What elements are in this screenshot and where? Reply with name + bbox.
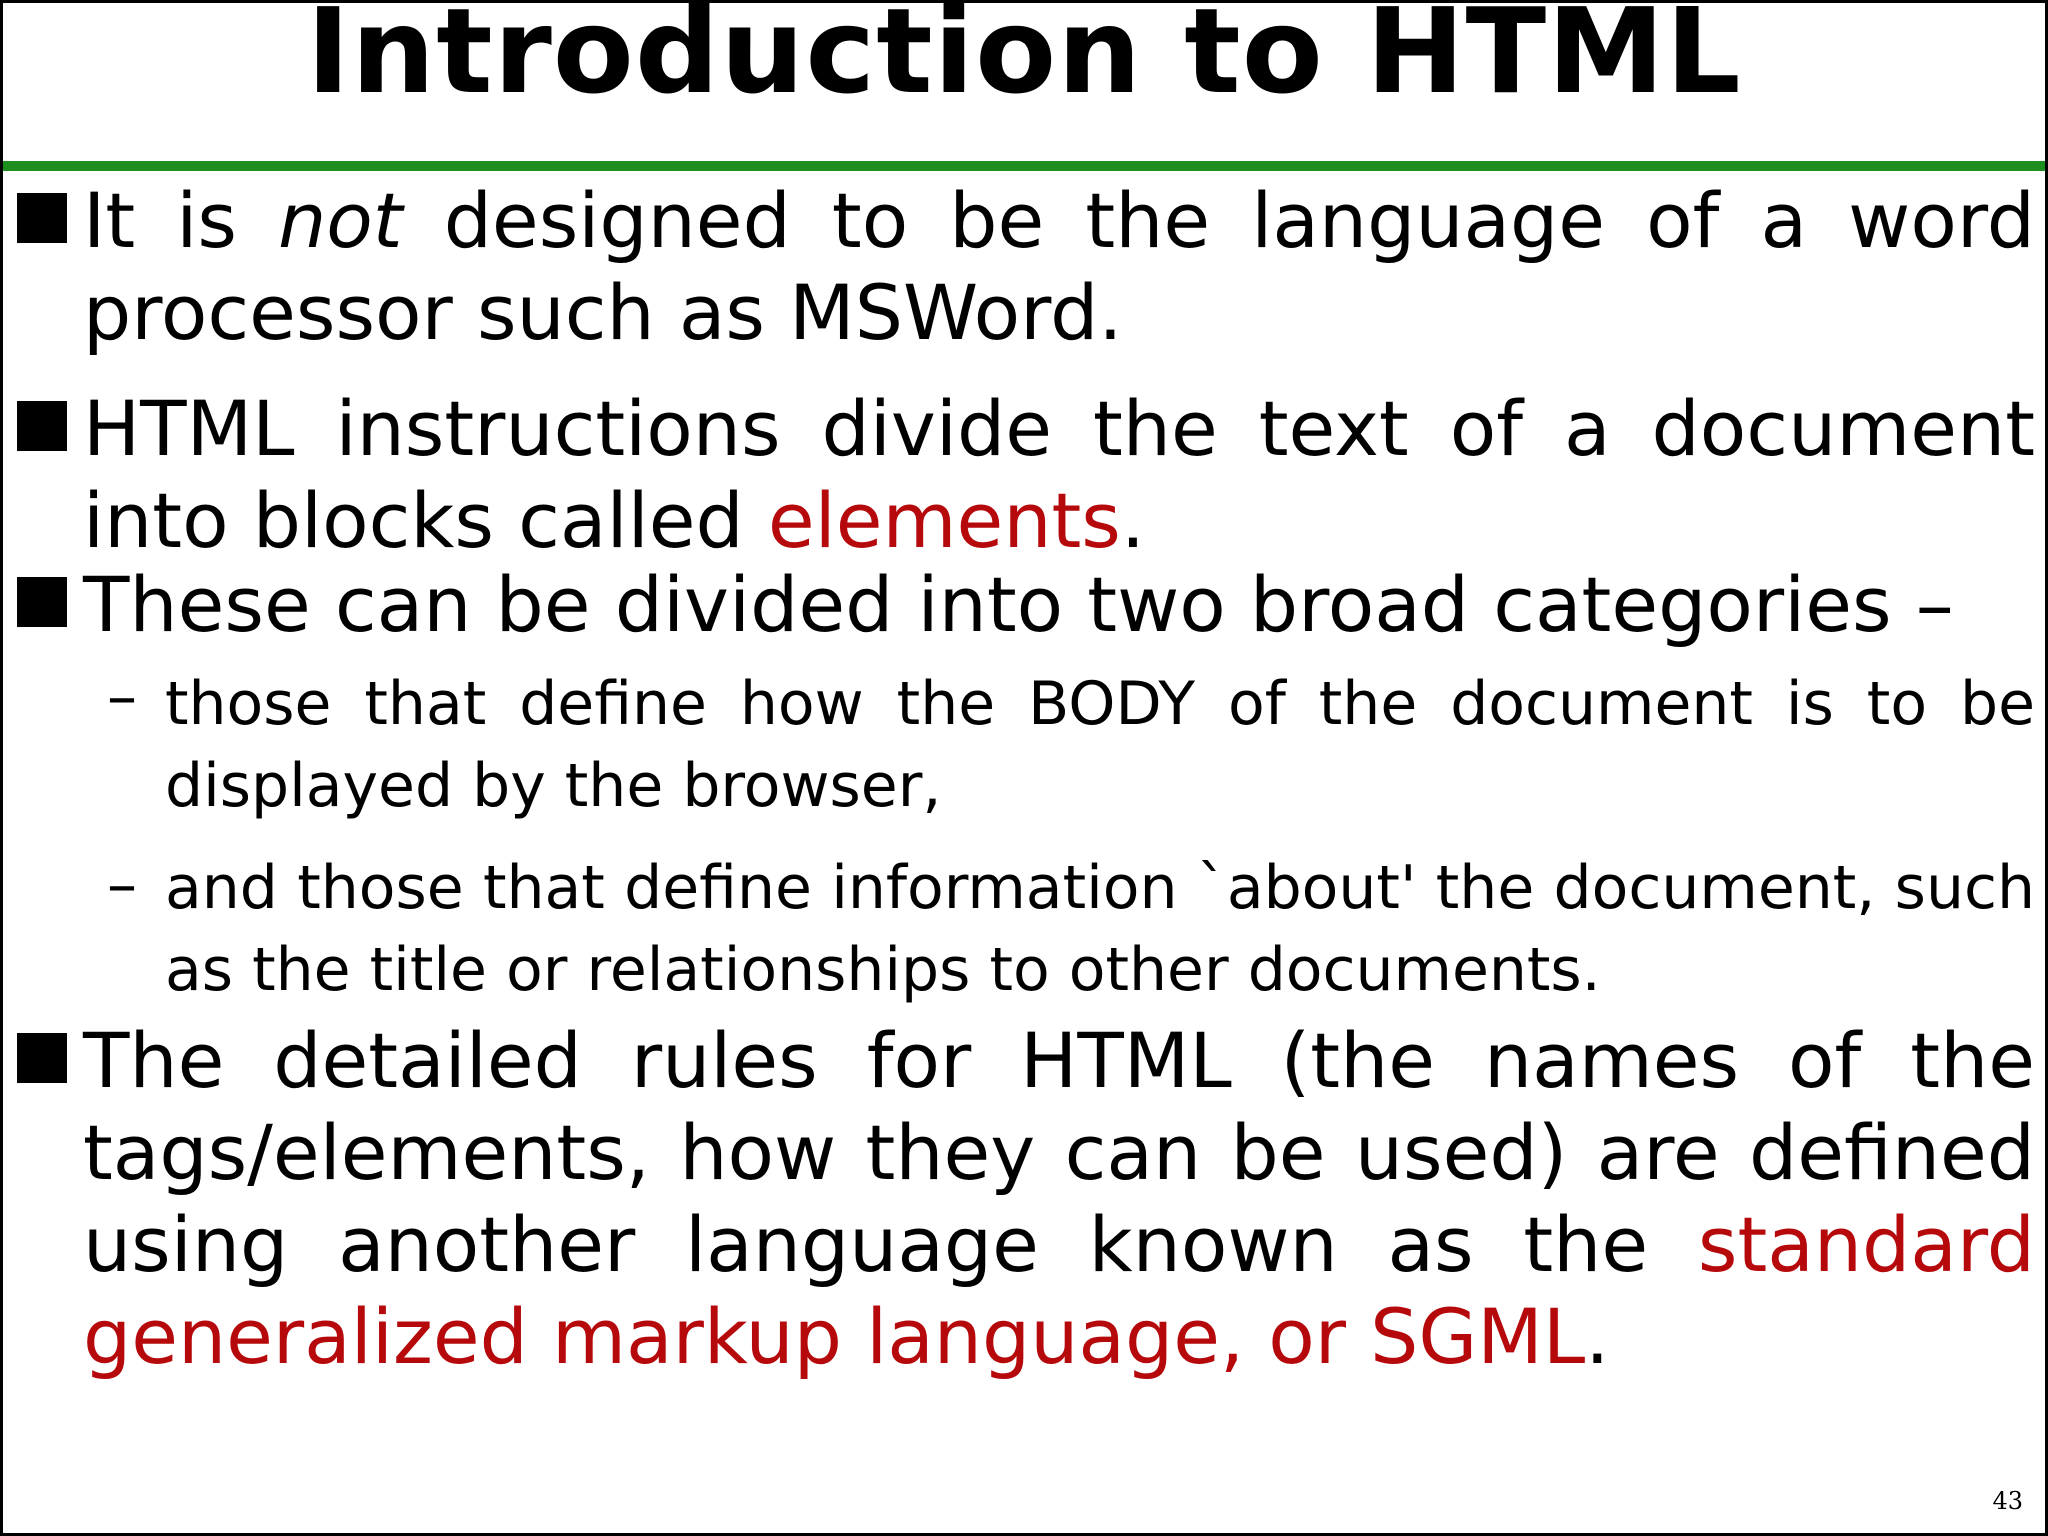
square-bullet-icon [17, 193, 67, 243]
square-bullet-icon [17, 401, 67, 451]
bullet-text: These can be divided into two broad categories – [83, 560, 1954, 649]
bullet-item [3, 559, 2035, 659]
dash-bullet-icon: – [107, 850, 137, 920]
bullet-item [3, 1015, 2035, 1383]
bullet-highlight: elements [767, 476, 1121, 565]
bullet-text: . [1120, 476, 1146, 565]
title-divider [3, 161, 2045, 171]
bullet-text: It is [83, 176, 279, 265]
dash-bullet-icon: – [107, 662, 137, 732]
sub-bullet-item [3, 847, 2035, 1015]
bullet-item [3, 175, 2035, 383]
bullet-text: HTML instructions divide the text of a document into blocks called [83, 384, 2035, 565]
page-number: 43 [1992, 1487, 2023, 1515]
bullet-text: The detailed rules for HTML (the names of the tags/elements, how they can be used) are defined using another language known as the [83, 1016, 2035, 1289]
bullet-item [3, 383, 2035, 565]
sub-bullet-text: those that define how the BODY of the document is to be displayed by the browser, [165, 669, 2035, 821]
bullet-highlight: standard generalized markup language, or SGML [83, 1200, 2035, 1381]
bullet-text: designed to be the language of a word processor such as MSWord. [83, 176, 2035, 357]
square-bullet-icon [17, 577, 67, 627]
sub-bullet-text: and those that define information `about' the document, such as the title or relationships to other documents. [165, 853, 2035, 1005]
slide-title: Introduction to HTML [306, 0, 1742, 120]
square-bullet-icon [17, 1033, 67, 1083]
bullet-list [3, 175, 2035, 1383]
sub-bullet-item [3, 659, 2035, 847]
bullet-emphasis: not [278, 176, 403, 265]
bullet-text: . [1585, 1292, 1610, 1381]
